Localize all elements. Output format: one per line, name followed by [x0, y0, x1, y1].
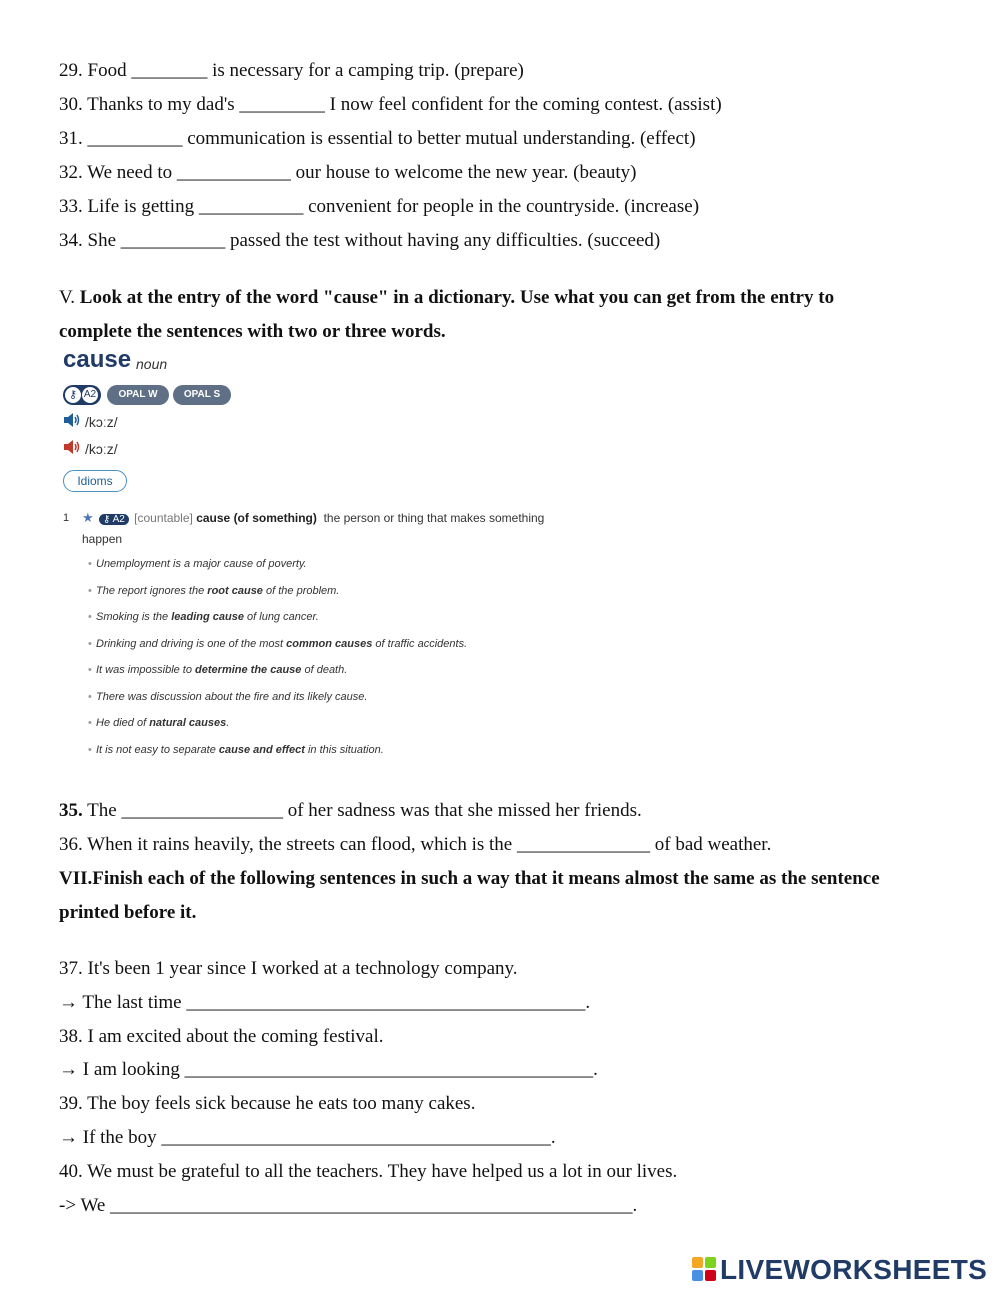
example-sentence: • There was discussion about the fire and its likely cause.	[88, 691, 368, 703]
part-of-speech: noun	[136, 356, 168, 372]
speaker-us-icon[interactable]	[63, 440, 81, 457]
rewrite-question-38: 38. I am excited about the coming festival.	[59, 1026, 384, 1047]
answer-blank[interactable]: ___________	[198, 196, 304, 217]
answer-blank[interactable]: __________________________________________	[186, 992, 586, 1013]
example-sentence: • Smoking is the leading cause of lung cancer.	[88, 611, 319, 623]
star-icon: ★	[82, 510, 94, 525]
section-v-heading-cont: complete the sentences with two or three words.	[59, 321, 446, 342]
exercise-item-33: 33. Life is getting ___________ convenient for people in the countryside. (increase)	[59, 196, 700, 217]
exercise-item-36: 36. When it rains heavily, the streets can flood, which is the ______________ of bad weather.	[59, 834, 772, 855]
rewrite-question-39: 39. The boy feels sick because he eats too many cakes.	[59, 1093, 476, 1114]
answer-blank[interactable]: __________	[87, 128, 183, 149]
section-vii-heading-cont: printed before it.	[59, 902, 197, 923]
example-sentence: • It is not easy to separate cause and effect in this situation.	[88, 744, 384, 756]
answer-blank[interactable]: _________	[239, 94, 325, 115]
logo-wordmark: LIVEWORKSHEETS	[720, 1254, 988, 1285]
example-sentence: • It was impossible to determine the cause of death.	[88, 664, 348, 676]
oxford-3000-badge: ⚷ A2	[63, 385, 101, 405]
answer-blank[interactable]: ___________	[120, 230, 226, 251]
sense-number: 1	[63, 512, 70, 524]
exercise-item-35: 35. The _________________ of her sadness was that she missed her friends.	[59, 800, 642, 821]
rewrite-answer-39: → If the boy _________________________________________.	[59, 1127, 556, 1148]
answer-blank[interactable]: _______________________________________________________	[110, 1195, 633, 1216]
example-sentence: • Unemployment is a major cause of poverty.	[88, 558, 307, 570]
logo-mark-icon	[692, 1257, 716, 1281]
answer-blank[interactable]: ________	[131, 60, 208, 81]
exercise-item-29: 29. Food ________ is necessary for a camping trip. (prepare)	[59, 60, 524, 81]
exercise-item-32: 32. We need to ____________ our house to welcome the new year. (beauty)	[59, 162, 637, 183]
section-vii-heading: VII.Finish each of the following sentences in such a way that it means almost the same as the sentence	[59, 868, 880, 889]
opal-s-badge: OPAL S	[173, 385, 231, 405]
rewrite-answer-38: → I am looking ___________________________________________.	[59, 1059, 598, 1080]
example-sentence: • The report ignores the root cause of the problem.	[88, 585, 340, 597]
exercise-item-34: 34. She ___________ passed the test without having any difficulties. (succeed)	[59, 230, 661, 251]
key-icon: ⚷	[65, 387, 81, 403]
rewrite-question-37: 37. It's been 1 year since I worked at a technology company.	[59, 958, 518, 979]
exercise-item-30: 30. Thanks to my dad's _________ I now feel confident for the coming contest. (assist)	[59, 94, 722, 115]
dictionary-headword: cause	[63, 346, 132, 373]
pronunciation-us: /kɔːz/	[63, 440, 118, 457]
answer-blank[interactable]: ___________________________________________	[184, 1059, 594, 1080]
rewrite-answer-37: → The last time __________________________________________.	[59, 992, 591, 1013]
sense-definition-cont: happen	[82, 532, 123, 546]
answer-blank[interactable]: _________________	[121, 800, 283, 821]
idioms-button[interactable]: Idioms	[63, 470, 127, 492]
answer-blank[interactable]: ______________	[517, 834, 650, 855]
example-sentence: • Drinking and driving is one of the most common causes of traffic accidents.	[88, 638, 468, 650]
rewrite-question-40: 40. We must be grateful to all the teachers. They have helped us a lot in our lives.	[59, 1161, 678, 1182]
pronunciation-uk: /kɔːz/	[63, 413, 118, 430]
speaker-uk-icon[interactable]	[63, 413, 81, 430]
example-sentence: • He died of natural causes.	[88, 717, 230, 729]
section-v-heading: V. Look at the entry of the word "cause" in a dictionary. Use what you can get from the entry to	[59, 287, 835, 308]
sense-level-badge: ⚷ A2	[99, 514, 129, 525]
rewrite-answer-40: -> We _______________________________________________________.	[59, 1195, 638, 1216]
answer-blank[interactable]: ____________	[176, 162, 291, 183]
opal-w-badge: OPAL W	[107, 385, 169, 405]
answer-blank[interactable]: _________________________________________	[161, 1127, 551, 1148]
exercise-item-31: 31. __________ communication is essential to better mutual understanding. (effect)	[59, 128, 696, 149]
sense-definition: ★ ⚷ A2 [countable] cause (of something) the person or thing that makes something	[82, 510, 545, 525]
